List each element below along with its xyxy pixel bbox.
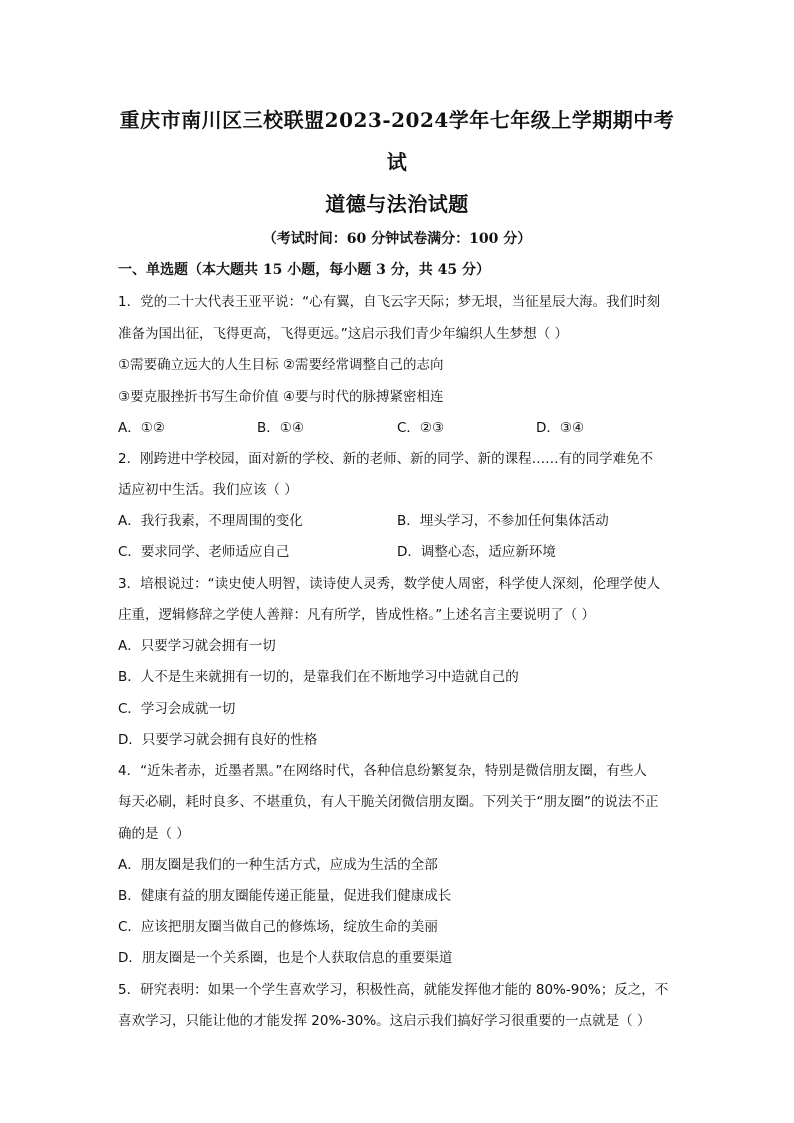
question-text: 准备为国出征，飞得更高，飞得更远。”这启示我们青少年编织人生梦想（ ）: [118, 326, 569, 342]
option-c: C．要求同学、老师适应自己: [118, 544, 290, 560]
option-c: C．学习会成就一切: [118, 701, 236, 717]
question-text: 每天必刷，耗时良多、不堪重负，有人干脆关闭微信朋友圈。下列关于“朋友圈”的说法不正: [118, 794, 659, 810]
section-heading: 一、单选题（本大题共 15 小题，每小题 3 分，共 45 分）: [118, 262, 490, 278]
option-c: C．②③: [397, 420, 445, 436]
option-a: A．①②: [118, 420, 165, 436]
option-d: D．③④: [536, 420, 585, 436]
option-d: D．朋友圈是一个关系圈，也是个人获取信息的重要渠道: [118, 950, 453, 966]
exam-info: （考试时间：60 分钟试卷满分：100 分）: [262, 231, 532, 247]
question-text: 适应初中生活。我们应该（ ）: [118, 482, 298, 498]
question-text: 5．研究表明：如果一个学生喜欢学习，积极性高，就能发挥他才能的 80%-90%；反之，不: [118, 982, 669, 998]
question-text: 喜欢学习，只能让他的才能发挥 20%-30%。这启示我们搞好学习很重要的一点就是（ ）: [118, 1013, 651, 1029]
statement-item: ③要克服挫折书写生命价值 ④要与时代的脉搏紧密相连: [118, 389, 444, 405]
question-text: 庄重，逻辑修辞之学使人善辩：凡有所学，皆成性格。”上述名言主要说明了（ ）: [118, 607, 596, 623]
option-c: C．应该把朋友圈当做自己的修炼场，绽放生命的美丽: [118, 919, 438, 935]
statement-item: ①需要确立远大的人生目标 ②需要经常调整自己的志向: [118, 357, 444, 373]
option-d: D．只要学习就会拥有良好的性格: [118, 732, 318, 748]
exam-title-line1: 重庆市南川区三校联盟2023-2024学年七年级上学期期中考: [119, 108, 675, 132]
question-text: 1．党的二十大代表王亚平说：“心有翼，自飞云字天际；梦无垠，当征星辰大海。我们时刻: [118, 294, 661, 310]
question-text: 3．培根说过：“读史使人明智，读诗使人灵秀，数学使人周密，科学使人深刻，伦理学使人: [118, 576, 661, 592]
option-b: B．埋头学习，不参加任何集体活动: [397, 513, 609, 529]
question-text: 4．“近朱者赤，近墨者黑。”在网络时代，各种信息纷繁复杂，特别是微信朋友圈，有些人: [118, 763, 647, 779]
option-a: A．朋友圈是我们的一种生活方式，应成为生活的全部: [118, 857, 438, 873]
subject-title: 道德与法治试题: [325, 192, 469, 216]
option-b: B．人不是生来就拥有一切的，是靠我们在不断地学习中造就自己的: [118, 669, 519, 685]
option-d: D．调整心态，适应新环境: [397, 544, 556, 560]
question-text: 确的是（ ）: [118, 826, 190, 842]
option-a: A．只要学习就会拥有一切: [118, 638, 276, 654]
question-text: 2．刚跨进中学校园，面对新的学校、新的老师、新的同学、新的课程……有的同学难免不: [118, 451, 654, 467]
option-b: B．健康有益的朋友圈能传递正能量，促进我们健康成长: [118, 888, 452, 904]
exam-title-line2: 试: [386, 150, 408, 174]
option-b: B．①④: [257, 420, 304, 436]
option-a: A．我行我素，不理周围的变化: [118, 513, 303, 529]
